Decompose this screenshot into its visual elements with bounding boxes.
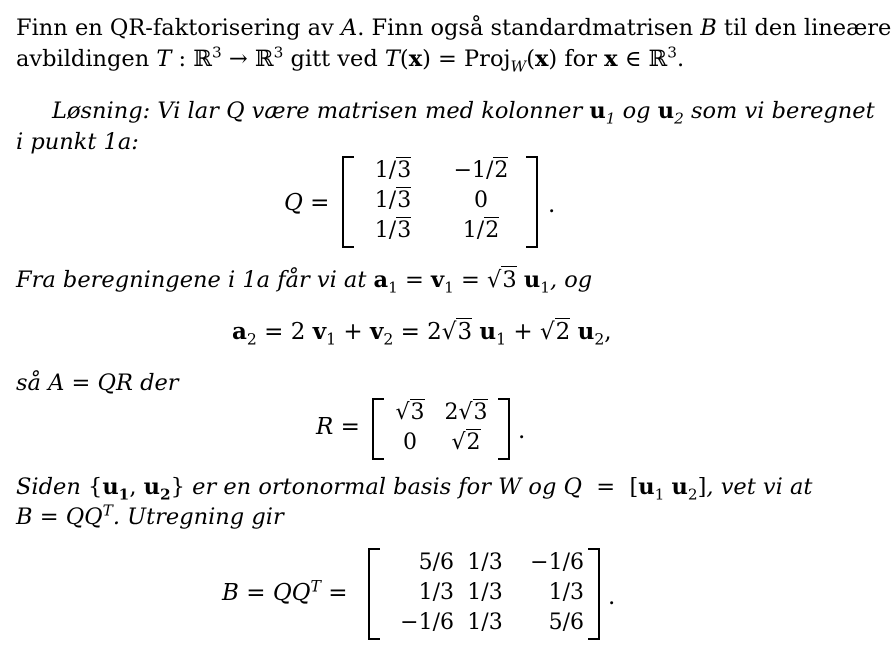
matrix-cell: 5/6 [548,610,584,635]
right-bracket [498,398,510,460]
matrix-cell: −1/6 [530,550,584,575]
left-bracket [368,548,380,640]
matrix-cell: 1/3 [467,550,503,575]
intro-line-1: Finn en QR-faktorisering av A. Finn også standardmatrisen B til den lineære [16,15,891,41]
left-bracket [342,156,354,248]
matrix-cell: 0 [403,430,417,455]
matrix-b [368,548,600,640]
solution-line-6: $B = QQ^T$. Utregning gir [16,501,284,530]
matrix-cell: 1/3 [548,580,584,605]
matrix-cell: 1/3 [374,158,412,183]
matrix-r-label: R = [316,414,360,440]
matrix-r [372,398,510,460]
matrix-cell: 0 [474,188,488,213]
matrix-cell: 1/3 [467,580,503,605]
period: . [518,418,526,444]
matrix-cell: 1/2 [462,218,500,243]
right-bracket [588,548,600,640]
matrix-cell: 1/3 [418,580,454,605]
matrix-cell: −1/6 [400,610,454,635]
matrix-b-label: $B = QQ^T$ = [222,576,348,606]
left-bracket [372,398,384,460]
matrix-q-label: Q = [284,190,330,216]
matrix-cell: √2 [451,430,481,455]
intro-line-2: avbildingen T : ℝ$^3$ → ℝ$^3$ gitt ved T(x) = Proj$_W$(x) for x ∈ ℝ$^3$. [16,43,685,76]
matrix-cell: √3 [395,400,425,425]
matrix-cell: 1/3 [374,218,412,243]
matrix-cell: 2√3 [444,400,488,425]
solution-line-5: Siden {$u_1$, $u_2$} er en ortonormal basis for W og $Q = [u_1$ $u_2$], vet vi at [16,474,813,504]
matrix-cell: 1/3 [467,610,503,635]
solution-line-2: i punkt 1a: [16,129,139,155]
matrix-cell: 1/3 [374,188,412,213]
period: . [608,584,616,610]
matrix-cell: 5/6 [418,550,454,575]
equation-a2: $a_2 = 2$ $v_1 + v_2 = 2√3$ $u_1 + √2$ $u_2$, [232,318,612,349]
matrix-q [342,156,538,248]
right-bracket [526,156,538,248]
period: . [548,192,556,218]
solution-line-3: Fra beregningene i 1a får vi at $a_1 = v_1 = √3$ $u_1$, og [16,267,593,297]
matrix-cell: −1/2 [453,158,509,183]
solution-line-4: så A = QR der [16,370,179,396]
solution-line-1: Løsning: Vi lar Q være matrisen med kolonner $u_1$ og $u_2$ som vi beregnet [52,98,875,128]
